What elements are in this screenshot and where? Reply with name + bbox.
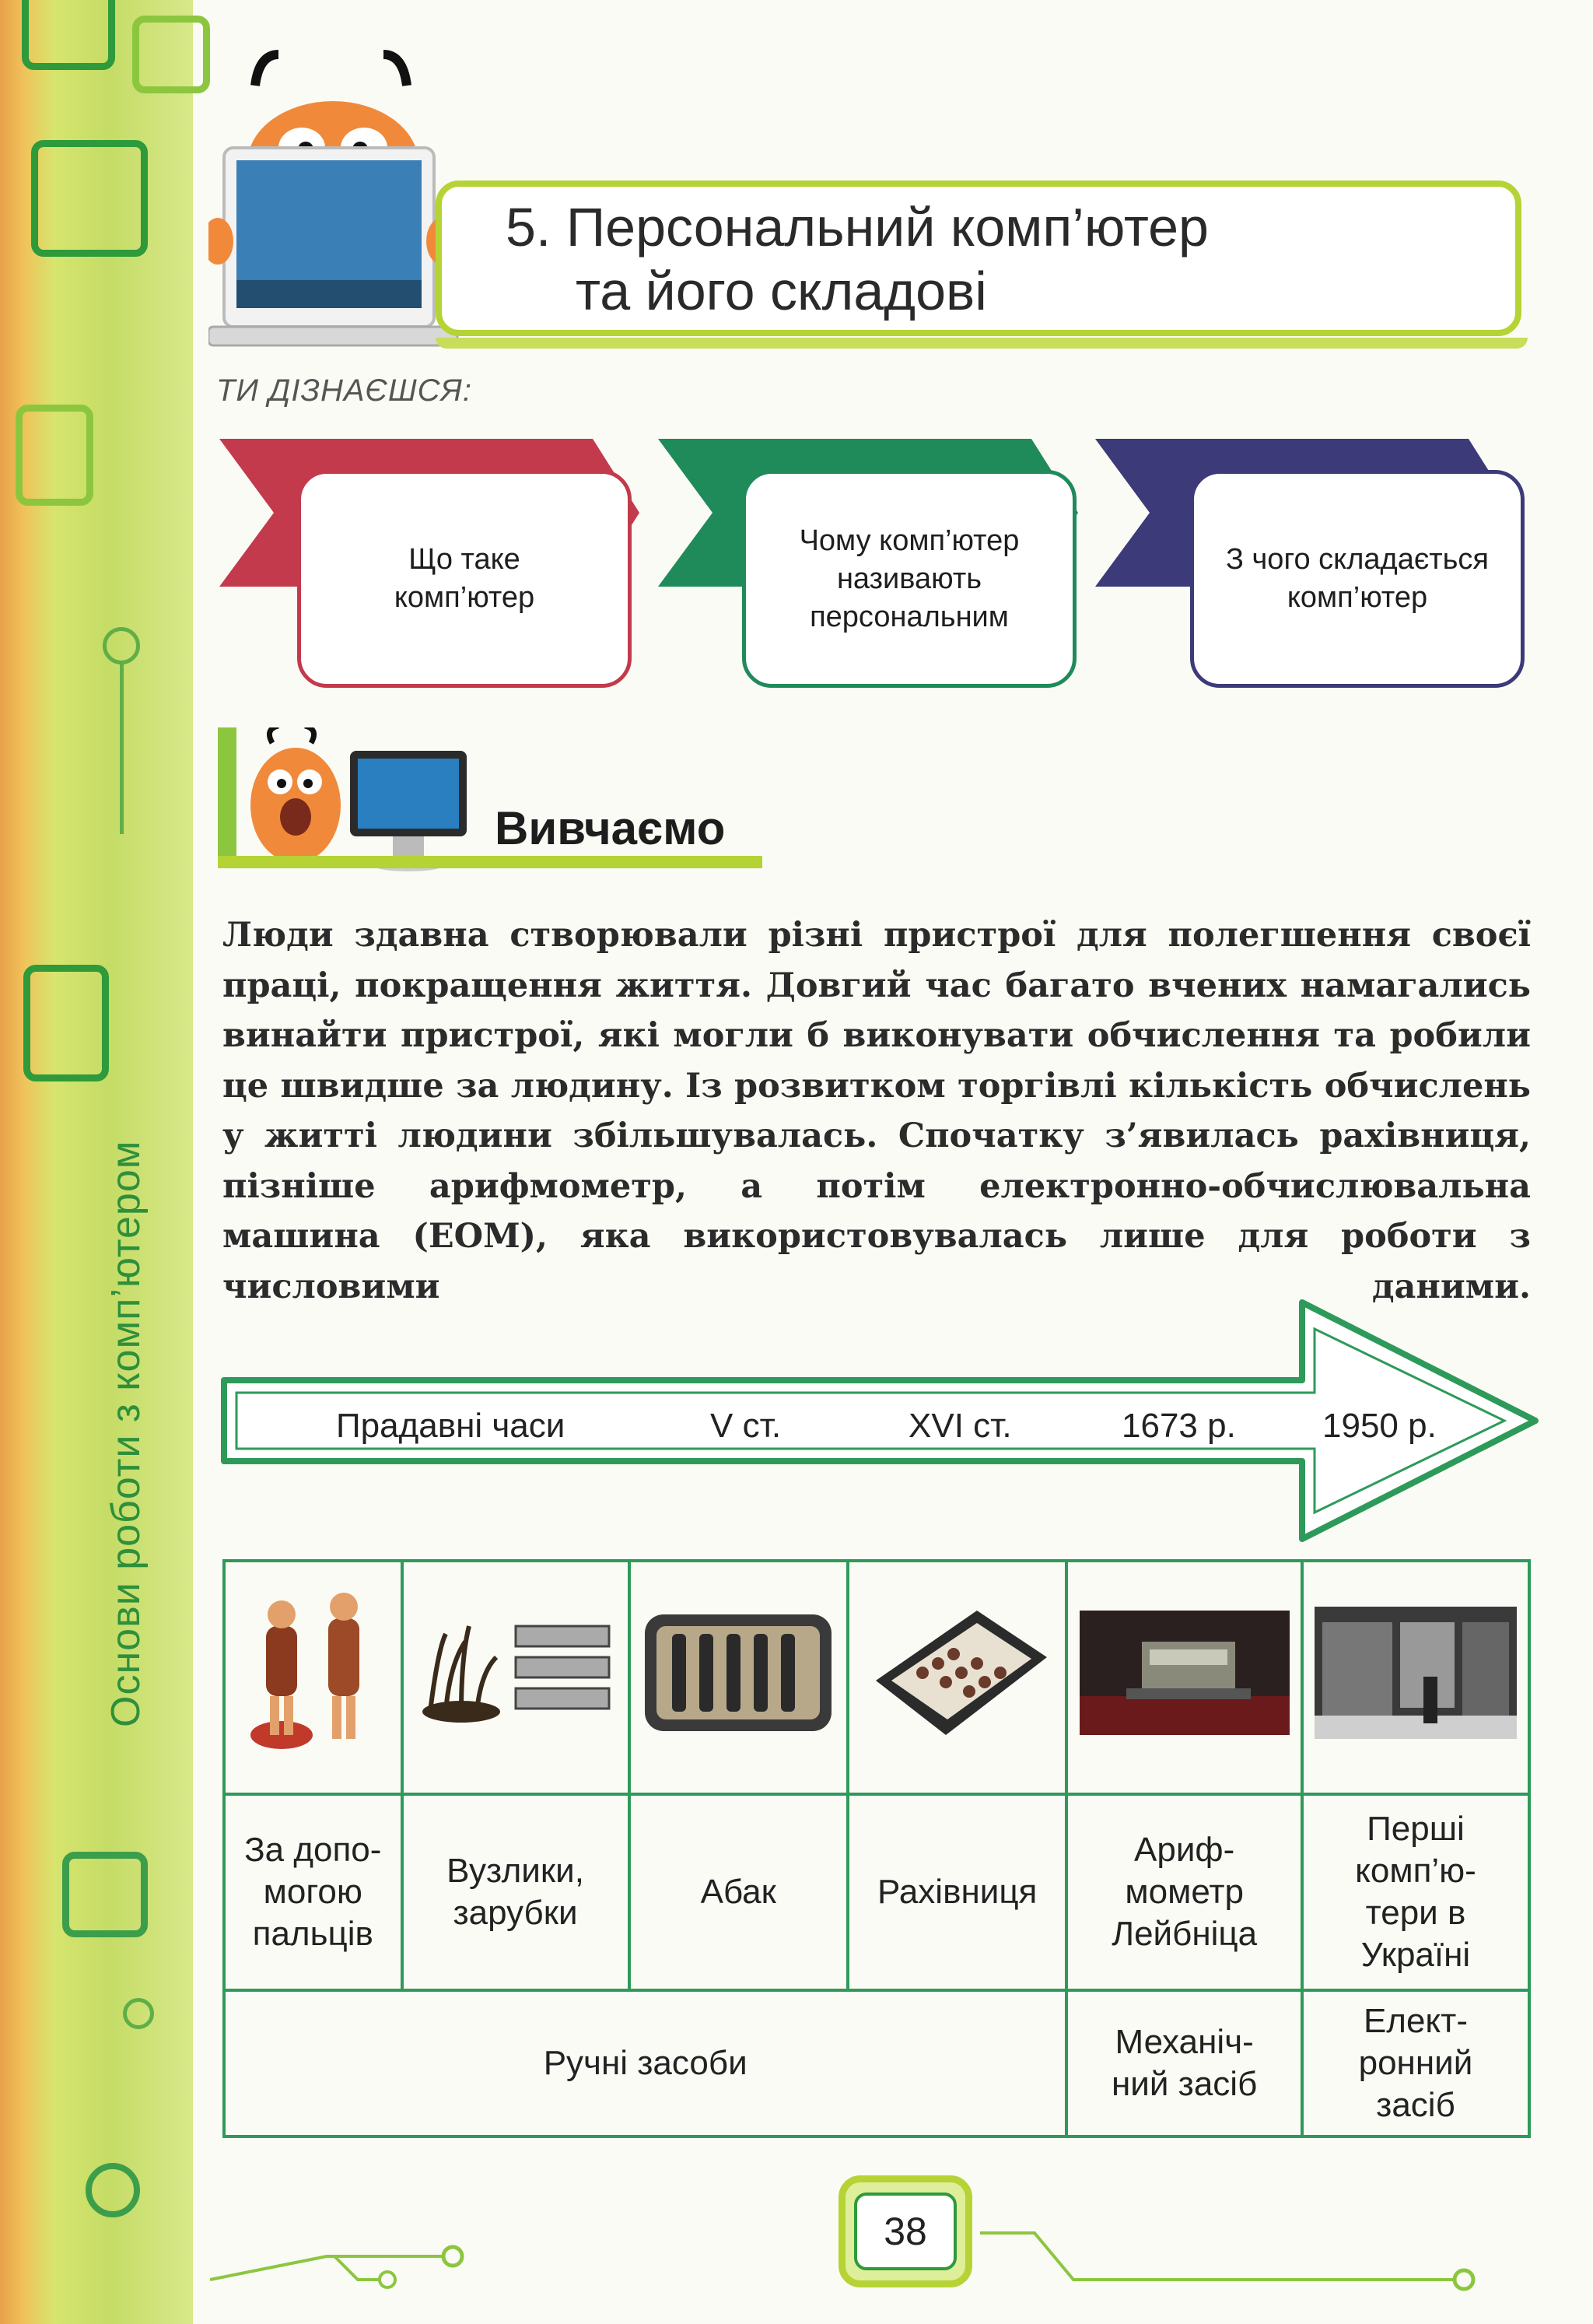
at-sign-icon xyxy=(86,2163,140,2217)
timeline-label: 1950 р. xyxy=(1322,1407,1437,1445)
category-label: Механіч- ний засіб xyxy=(1066,1990,1302,2136)
body-paragraph: Люди здавна створювали різні пристрої для полегшення своєї праці, покращення життя. Довгий час багато вчених намагались винайти пристрої, які могли б виконувати обчислення та робили це швидше за людину. Із розвитком торгівлі кількість обчислень у житті людини збільшувалась. Спочатку з’явилась рахівниця, пізніше арифмометр, а потім електронно-обчислювальна машина (ЕОМ), яка використовувалась лише для роботи з числовими даними. xyxy=(222,916,1531,1306)
topic-text: З чого складається комп’ютер xyxy=(1226,543,1489,614)
arithmometer-photo xyxy=(1080,1611,1290,1735)
timeline-label: Прадавні часи xyxy=(336,1407,565,1445)
decorative-line xyxy=(120,663,124,834)
left-margin-decoration xyxy=(0,0,193,2324)
vertical-section-title: Основи роботи з комп’ютером xyxy=(103,1140,149,1727)
decorative-circle xyxy=(103,627,140,664)
table-row xyxy=(224,1794,1529,1990)
device-name: За допо- могою пальців xyxy=(224,1794,402,1990)
mascot-laptop-icon xyxy=(208,47,465,358)
page-number: 38 xyxy=(854,2193,957,2270)
decorative-square xyxy=(23,965,109,1081)
category-label: Ручні засоби xyxy=(224,1990,1066,2136)
category-label: Елект- ронний засіб xyxy=(1302,1990,1529,2136)
timeline-label: XVI ст. xyxy=(909,1407,1012,1445)
counting-frame-icon xyxy=(860,1595,1055,1751)
device-name: Рахівниця xyxy=(848,1794,1066,1990)
decorative-square xyxy=(16,405,93,506)
devices-table xyxy=(222,1559,1531,2138)
mascot-monitor-icon xyxy=(218,727,474,875)
device-name: Ариф- мометр Лейбніца xyxy=(1066,1794,1302,1990)
topic-card-1 xyxy=(297,470,632,688)
table-cell xyxy=(402,1561,629,1794)
topic-text: Чому комп’ютер називають персональним xyxy=(799,524,1020,633)
finger-counting-icon xyxy=(235,1579,390,1766)
knots-notches-icon xyxy=(415,1595,617,1751)
decorative-square xyxy=(31,140,148,257)
abacus-icon xyxy=(641,1611,835,1735)
decorative-circle xyxy=(123,1998,154,2029)
timeline-label: V ст. xyxy=(710,1407,782,1445)
table-cell xyxy=(1066,1561,1302,1794)
section-underline xyxy=(218,856,762,868)
device-name: Абак xyxy=(629,1794,848,1990)
table-row xyxy=(224,1561,1529,1794)
first-computer-photo xyxy=(1315,1607,1517,1739)
topic-card-3 xyxy=(1190,470,1525,688)
page-subtitle: та його складові xyxy=(576,261,987,321)
table-cell xyxy=(224,1561,402,1794)
device-name: Перші комп’ю- тери в Україні xyxy=(1302,1794,1529,1990)
table-cell xyxy=(848,1561,1066,1794)
table-cell xyxy=(1302,1561,1529,1794)
decorative-square xyxy=(132,16,210,93)
section-title: Вивчаємо xyxy=(495,802,726,854)
table-cell xyxy=(629,1561,848,1794)
page-title: 5. Персональний комп’ютер xyxy=(506,197,1209,258)
topic-card-2 xyxy=(742,470,1077,688)
decorative-square xyxy=(22,0,115,70)
decorative-square xyxy=(62,1852,148,1937)
learn-label: ТИ ДІЗНАЄШСЯ: xyxy=(216,373,472,408)
timeline-label: 1673 р. xyxy=(1122,1407,1236,1445)
topic-text: Що таке комп’ютер xyxy=(394,543,535,614)
table-row xyxy=(224,1990,1529,2136)
device-name: Вузлики, зарубки xyxy=(402,1794,629,1990)
